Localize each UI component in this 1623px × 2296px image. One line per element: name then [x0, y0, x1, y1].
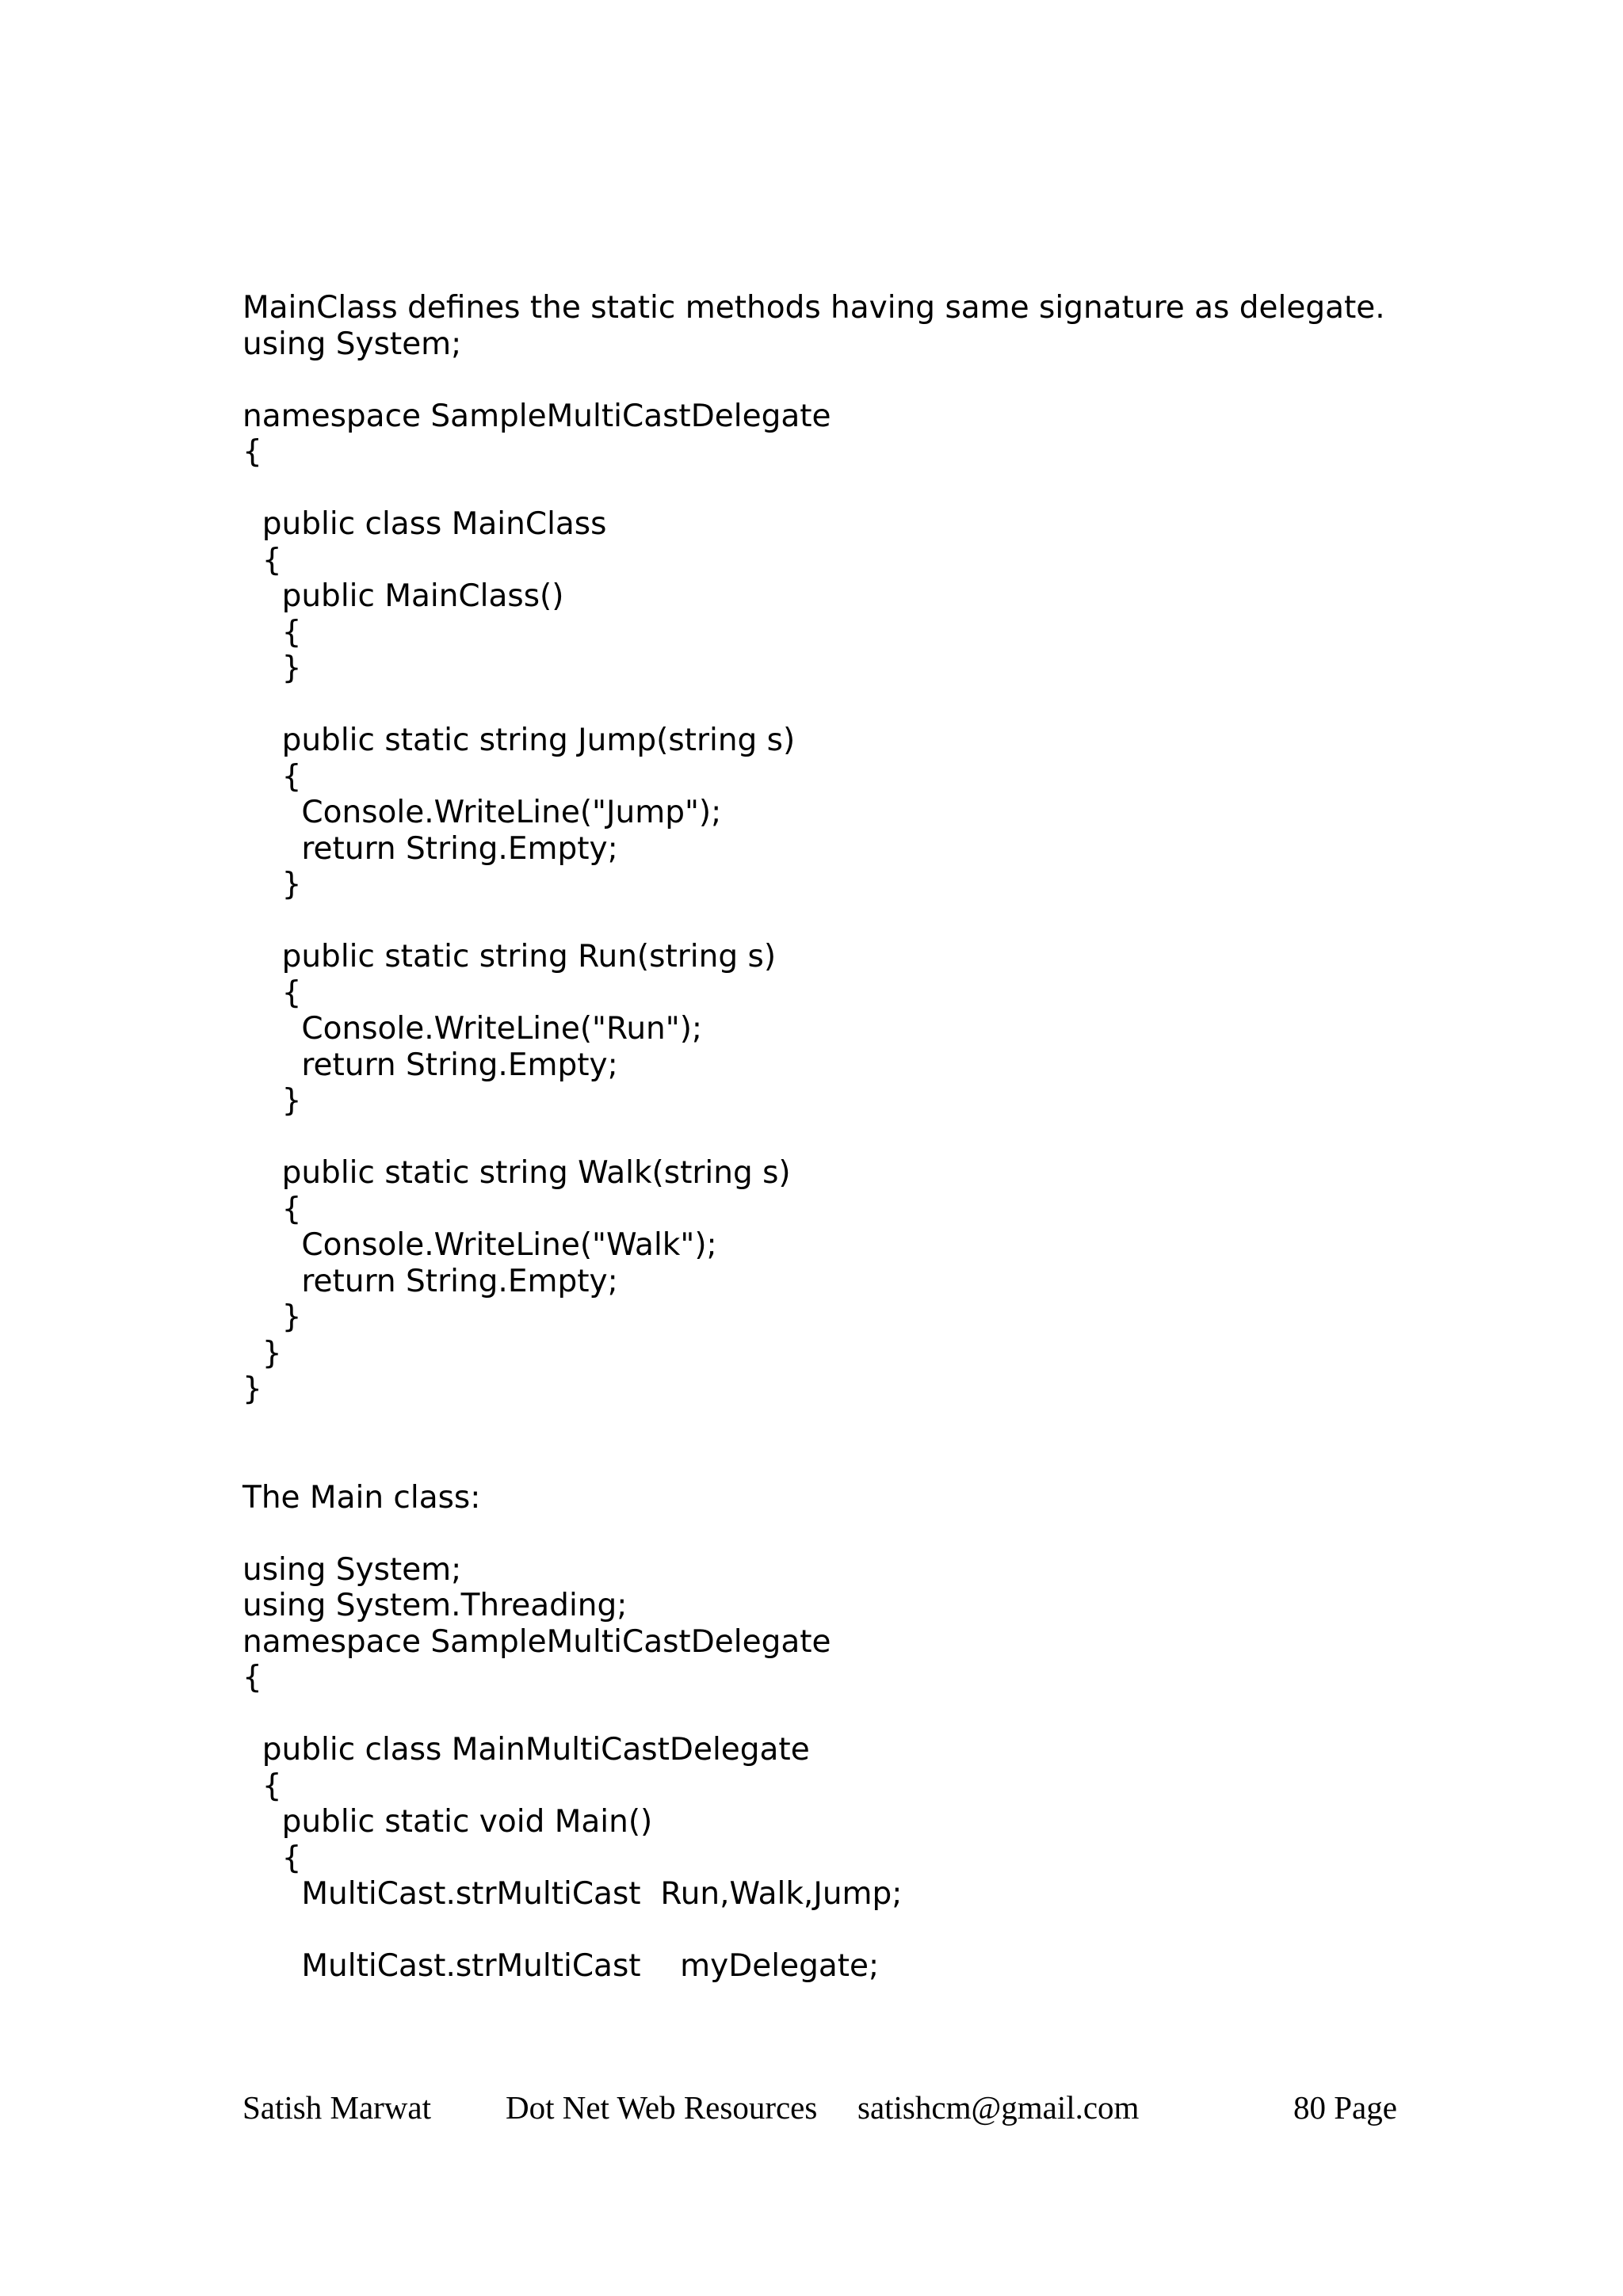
code-line: } [242, 650, 302, 686]
code-line: { [242, 1768, 282, 1804]
code-line [242, 1516, 1431, 1552]
code-line: using System; [242, 326, 462, 362]
code-line: return String.Empty; [242, 1047, 618, 1083]
code-line: { [242, 434, 262, 470]
code-line: MultiCast.strMultiCast myDelegate; [242, 1948, 880, 1984]
code-line: using System.Threading; [242, 1588, 628, 1623]
code-line [242, 1119, 1431, 1156]
code-line: { [242, 1191, 302, 1227]
code-line: } [242, 867, 302, 902]
code-line: public static string Run(string s) [242, 939, 777, 974]
code-line: return String.Empty; [242, 830, 618, 867]
code-line: return String.Empty; [242, 1263, 618, 1299]
code-line [242, 1444, 1431, 1480]
code-line: } [242, 1371, 262, 1407]
code-line: } [242, 1299, 302, 1335]
code-line: { [242, 1660, 262, 1695]
code-line: { [242, 758, 302, 795]
code-line: Console.WriteLine("Walk"); [242, 1227, 717, 1263]
code-line: public MainClass() [242, 578, 564, 614]
code-line: public static string Walk(string s) [242, 1155, 791, 1191]
page-footer [0, 2084, 1623, 2131]
code-line [242, 471, 1431, 507]
code-line: MultiCast.strMultiCast Run,Walk,Jump; [242, 1876, 903, 1912]
code-line: public static string Jump(string s) [242, 723, 796, 758]
code-line: { [242, 542, 282, 578]
footer-author: Satish Marwat [242, 2089, 431, 2126]
code-line: namespace SampleMultiCastDelegate [242, 1623, 831, 1660]
document-body [242, 290, 1431, 1985]
code-line [242, 362, 1431, 399]
text-line: The Main class: [242, 1479, 481, 1516]
code-line: public static void Main() [242, 1804, 653, 1840]
code-line [242, 1408, 1431, 1444]
code-line [242, 1913, 1431, 1949]
code-line: public class MainClass [242, 506, 607, 542]
footer-email: satishcm@gmail.com [857, 2089, 1140, 2126]
text-line: MainClass defines the static methods having same signature as delegate. [242, 290, 1385, 326]
code-line: Console.WriteLine("Run"); [242, 1011, 703, 1047]
code-line: } [242, 1083, 302, 1119]
code-line [242, 1696, 1431, 1733]
code-line [242, 687, 1431, 723]
code-line: namespace SampleMultiCastDelegate [242, 398, 831, 434]
footer-site: Dot Net Web Resources [506, 2089, 818, 2126]
footer-page-number: 80 Page [1293, 2089, 1397, 2126]
code-line: using System; [242, 1551, 462, 1588]
code-line: public class MainMultiCastDelegate [242, 1732, 810, 1768]
code-line: { [242, 1840, 302, 1876]
code-line: Console.WriteLine("Jump"); [242, 795, 722, 830]
code-line [242, 903, 1431, 940]
code-line: { [242, 614, 302, 650]
code-line: { [242, 974, 302, 1011]
code-line: } [242, 1335, 282, 1371]
